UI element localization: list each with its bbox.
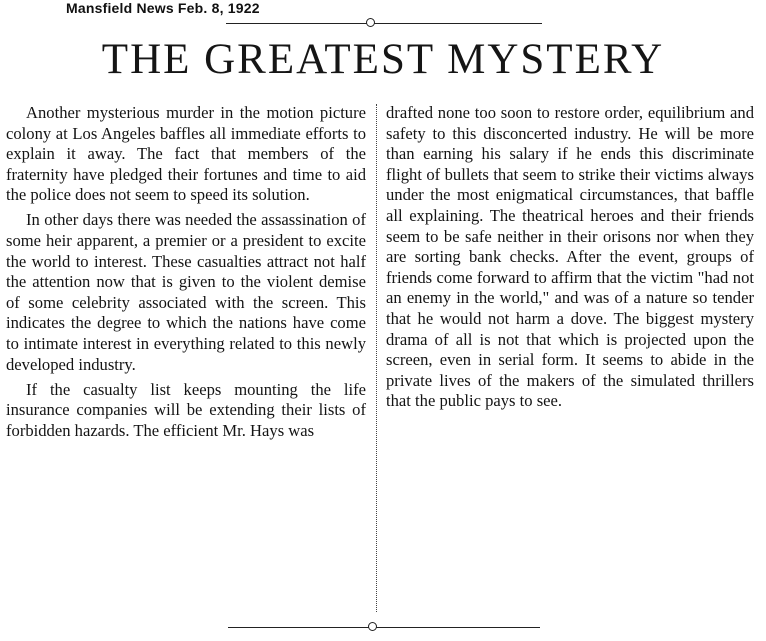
paragraph-3: If the casualty list keeps mounting the life insurance companies will be extending their lists of forbidden hazards. The efficient Mr. Hays was bbox=[6, 379, 366, 440]
column-divider bbox=[376, 104, 377, 612]
source-dateline: Mansfield News Feb. 8, 1922 bbox=[66, 0, 260, 16]
paragraph-1: Another mysterious murder in the motion picture colony at Los Angeles baffles all immediate efforts to explain it away. The fact that members of the fraternity have pledged their fortunes and time to aid the police does not seem to speed its solution. bbox=[6, 103, 366, 205]
paragraph-3-continued: drafted none too soon to restore order, equilibrium and safety to this disconcerted industry. He will be more than earning his salary if he ends this discriminate flight of bullets that seem to strike their victims always under the most enigmatical circumstances, that baffle all explaining. The theatrical heroes and their friends seem to be safe neither in their orisons nor when they are sorting bank checks. After the event, groups of friends come forward to affirm that the victim "had not an enemy in the world," and was of a nature so tender that he would not harm a dove. The biggest mystery drama of all is not that which is projected upon the screen, even in serial form. It seems to abide in the private lives of the makers of the simulated thrillers that the public pays to see. bbox=[386, 103, 754, 411]
top-rule bbox=[226, 23, 542, 24]
right-column bbox=[386, 103, 754, 416]
headline: THE GREATEST MYSTERY bbox=[101, 36, 665, 83]
bottom-rule bbox=[228, 627, 540, 628]
paragraph-2: In other days there was needed the assassination of some heir apparent, a premier or a president to excite the world to interest. These casualties attract not half the attention now that is given to the violent demise of some celebrity associated with the screen. This indicates the degree to which the nations have come to intimate interest in everything related to this newly developed industry. bbox=[6, 210, 366, 374]
top-ornament bbox=[366, 18, 375, 27]
left-column bbox=[6, 103, 366, 446]
bottom-ornament bbox=[368, 622, 377, 631]
